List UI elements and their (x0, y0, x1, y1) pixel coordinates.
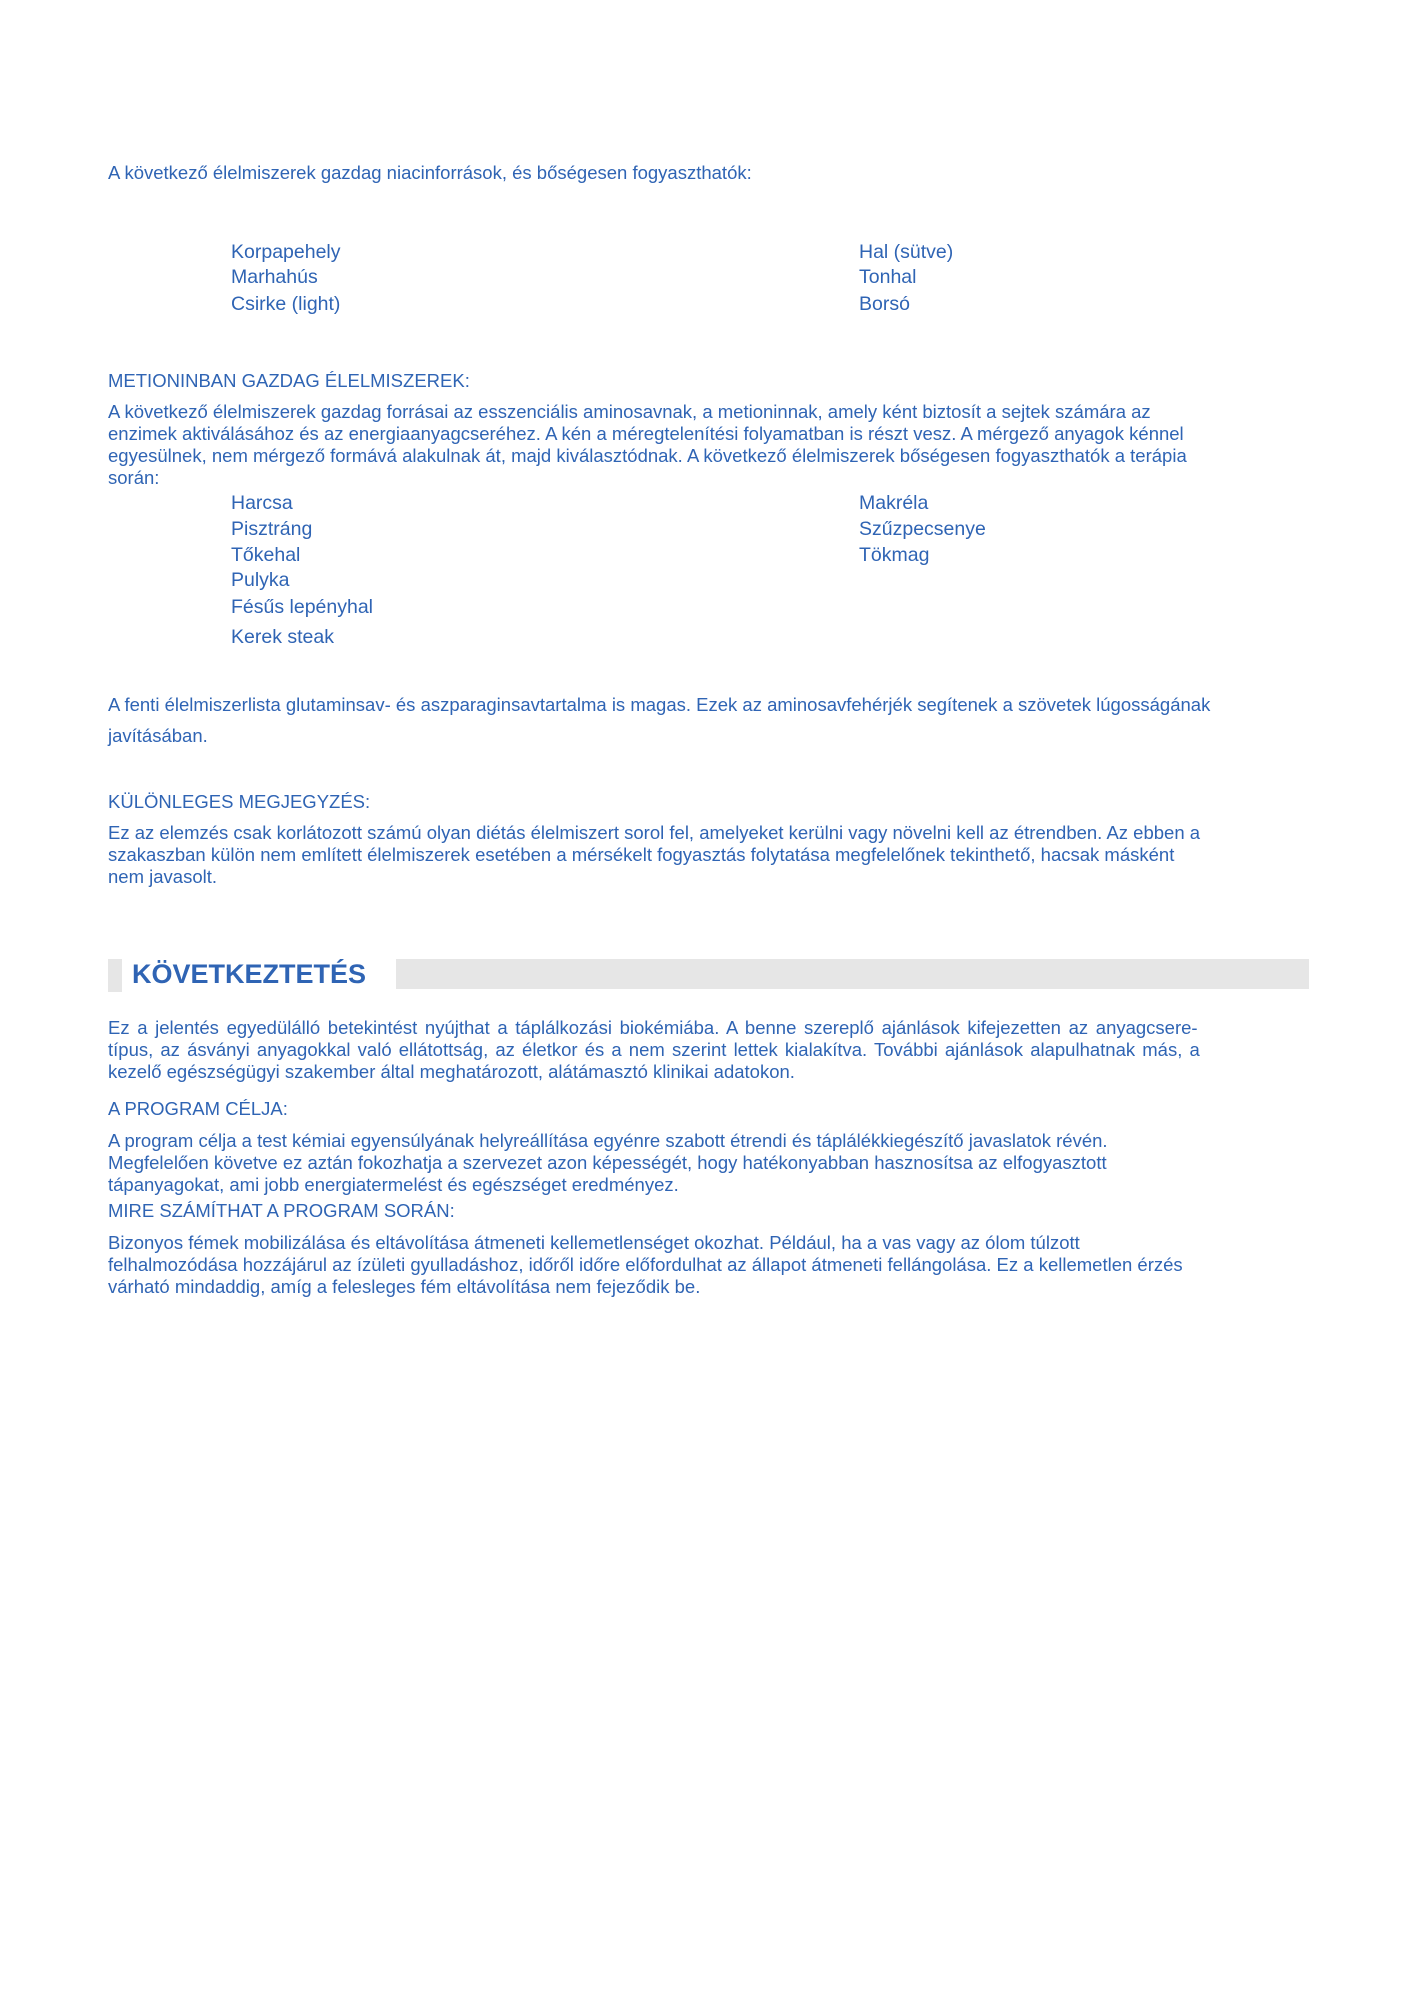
conclusion-line-2: típus, az ásványi anyagokkal való ellátottság, az életkor és a nem szerint lettek kialakítva. További ajánlások alapulhatnak más, a (108, 1039, 1200, 1060)
methionine-line-2: enzimek aktiválásához és az energiaanyagcseréhez. A kén a méregtelenítési folyamatban is részt vesz. A mérgező anyagok kénnel (108, 423, 1184, 444)
glutamine-line-1: A fenti élelmiszerlista glutaminsav- és aszparaginsavtartalma is magas. Ezek az aminosavfehérjék segítenek a szövetek lúgosságának (108, 694, 1211, 715)
goal-heading: A PROGRAM CÉLJA: (108, 1098, 288, 1119)
conclusion-line-3: kezelő egészségügyi szakember által meghatározott, alátámasztó klinikai adatokon. (108, 1061, 795, 1082)
special-line-2: szakaszban külön nem említett élelmiszerek esetében a mérsékelt fogyasztás folytatása megfelelőnek tekinthető, hacsak másként (108, 844, 1175, 865)
methionine-food-left-6: Kerek steak (231, 626, 334, 648)
methionine-paragraph (108, 401, 1187, 489)
conclusion-title: KÖVETKEZTETÉS (132, 959, 367, 989)
conclusion-heading-marker (108, 959, 122, 992)
niacin-food-right-1: Hal (sütve) (859, 241, 954, 263)
methionine-line-4: során: (108, 467, 160, 488)
expect-paragraph (108, 1232, 1183, 1298)
niacin-food-left-2: Marhahús (231, 266, 318, 288)
methionine-food-left-5: Fésűs lepényhal (231, 596, 374, 618)
goal-paragraph (108, 1130, 1108, 1196)
goal-line-3: tápanyagokat, ami jobb energiatermelést és egészséget eredményez. (108, 1174, 679, 1195)
methionine-line-3: egyesülnek, nem mérgező formává alakulnak át, majd kiválasztódnak. A következő élelmiszerek bőségesen fogyaszthatók a terápia (108, 445, 1187, 466)
methionine-food-right-1: Makréla (859, 492, 929, 514)
methionine-food-left-4: Pulyka (231, 569, 290, 591)
special-heading: KÜLÖNLEGES MEGJEGYZÉS: (108, 791, 371, 812)
niacin-food-left-3: Csirke (light) (231, 293, 341, 315)
niacin-intro: A következő élelmiszerek gazdag niacinforrások, és bőségesen fogyaszthatók: (108, 162, 752, 183)
expect-heading: MIRE SZÁMÍTHAT A PROGRAM SORÁN: (108, 1200, 455, 1221)
methionine-food-left-2: Pisztráng (231, 518, 313, 540)
methionine-food-right-3: Tökmag (859, 544, 930, 566)
methionine-heading: METIONINBAN GAZDAG ÉLELMISZEREK: (108, 370, 470, 391)
special-line-3: nem javasolt. (108, 866, 217, 887)
methionine-line-1: A következő élelmiszerek gazdag forrásai az esszenciális aminosavnak, a metioninnak, amely ként biztosít a sejtek számára az (108, 401, 1151, 422)
goal-line-1: A program célja a test kémiai egyensúlyának helyreállítása egyénre szabott étrendi és táplálékkiegészítő javaslatok révén. (108, 1130, 1108, 1151)
methionine-food-left-1: Harcsa (231, 492, 293, 514)
niacin-food-right-2: Tonhal (859, 266, 917, 288)
methionine-food-left-3: Tőkehal (231, 544, 301, 566)
conclusion-heading-bar (396, 959, 1309, 989)
conclusion-line-1: Ez a jelentés egyedülálló betekintést nyújthat a táplálkozási biokémiába. A benne szereplő ajánlások kifejezetten az anyagcsere- (108, 1017, 1198, 1038)
expect-line-1: Bizonyos fémek mobilizálása és eltávolítása átmeneti kellemetlenséget okozhat. Például, ha a vas vagy az ólom túlzott (108, 1232, 1080, 1253)
conclusion-paragraph (108, 1017, 1330, 1083)
expect-line-3: várható mindaddig, amíg a felesleges fém eltávolítása nem fejeződik be. (108, 1276, 701, 1297)
special-line-1: Ez az elemzés csak korlátozott számú olyan diétás élelmiszert sorol fel, amelyeket kerülni vagy növelni kell az étrendben. Az ebben a (108, 822, 1201, 843)
goal-line-2: Megfelelően követve ez aztán fokozhatja a szervezet azon képességét, hogy hatékonyabban hasznosítsa az elfogyasztott (108, 1152, 1107, 1173)
niacin-food-left-1: Korpapehely (231, 241, 341, 263)
expect-line-2: felhalmozódása hozzájárul az ízületi gyulladáshoz, időről időre előfordulhat az állapot átmeneti fellángolása. Ez a kellemetlen érzés (108, 1254, 1183, 1275)
niacin-food-right-3: Borsó (859, 293, 910, 315)
methionine-food-right-2: Szűzpecsenye (859, 518, 986, 540)
glutamine-line-2: javításában. (108, 725, 208, 746)
special-paragraph (108, 822, 1200, 888)
